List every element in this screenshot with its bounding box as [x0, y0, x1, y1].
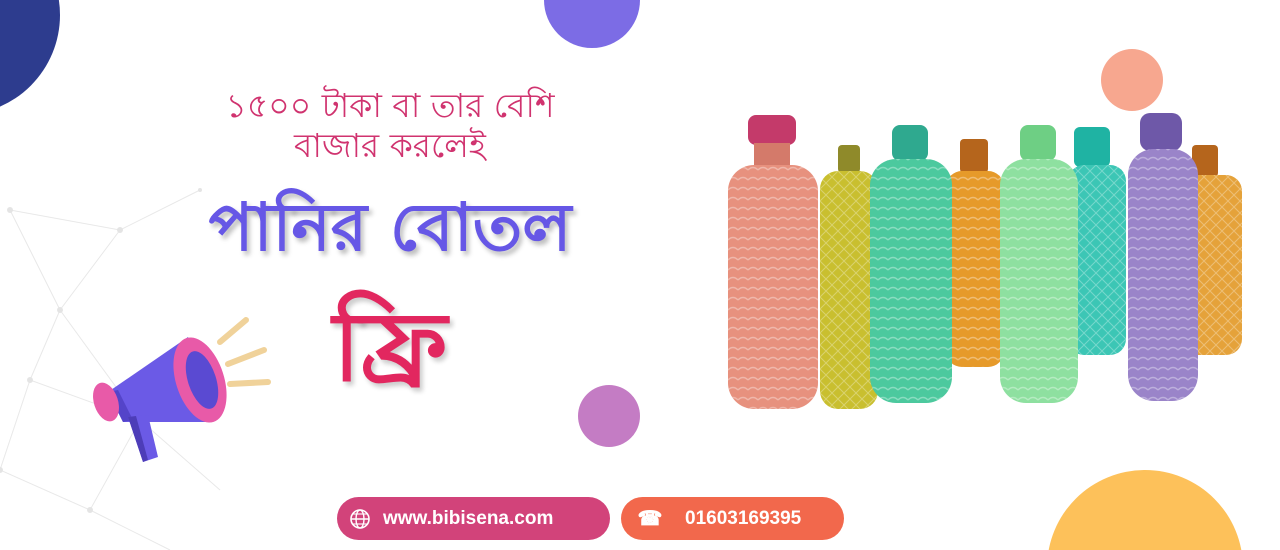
- website-pill[interactable]: [337, 497, 610, 540]
- decor-circle-yellow: [1047, 470, 1243, 550]
- decor-circle-navy: [0, 0, 60, 115]
- offer-condition-text: বাজার করলেই: [294, 126, 486, 165]
- globe-icon: [345, 504, 375, 534]
- offer-threshold-text: ১৫০০ টাকা বা তার বেশি: [225, 86, 555, 125]
- decor-circle-purple: [544, 0, 640, 48]
- megaphone-icon: [88, 312, 278, 472]
- phone-number: 01603169395: [685, 507, 802, 529]
- decor-circle-salmon: [1101, 49, 1163, 111]
- bottle-green-2: [1000, 125, 1078, 403]
- phone-icon: ☎: [637, 508, 663, 530]
- decor-circle-mauve: [578, 385, 640, 447]
- bottle-green-1: [870, 125, 952, 403]
- offer-product-title: পানির বোতল: [208, 189, 572, 266]
- bottle-olive: [820, 145, 878, 409]
- website-url: www.bibisena.com: [383, 507, 554, 529]
- water-bottles-image: [718, 105, 1258, 425]
- phone-pill[interactable]: [621, 497, 844, 540]
- bottle-purple: [1128, 113, 1198, 401]
- offer-free-label: ফ্রি: [332, 291, 448, 403]
- bottle-pink: [728, 115, 818, 409]
- bottle-amber-1: [946, 139, 1004, 367]
